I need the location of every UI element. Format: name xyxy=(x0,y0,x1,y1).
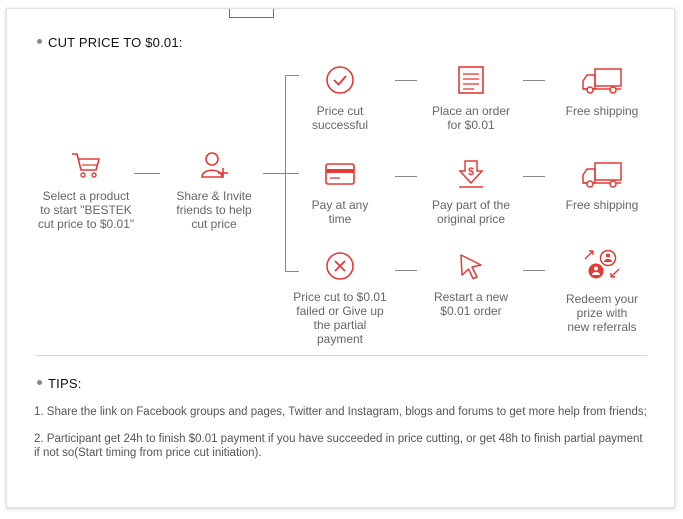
step-label: Pay part of the original price xyxy=(431,198,511,226)
referral-swap-icon xyxy=(557,245,647,286)
section-heading xyxy=(37,35,183,50)
connector-line xyxy=(134,173,160,174)
connector-line xyxy=(395,176,417,177)
document-icon xyxy=(425,65,517,98)
bullet-icon xyxy=(37,380,42,385)
check-circle-icon xyxy=(295,65,385,98)
tips-heading xyxy=(37,376,82,391)
step-select-product xyxy=(31,150,141,231)
dollar-download-icon xyxy=(425,159,517,192)
step-label: Price cut successful xyxy=(311,104,369,132)
step-pay-part xyxy=(425,159,517,226)
add-user-icon xyxy=(168,150,260,183)
step-price-cut-failed xyxy=(289,251,391,346)
cart-icon xyxy=(31,150,141,183)
step-redeem-prize xyxy=(557,245,647,334)
step-label: Free shipping xyxy=(565,104,639,118)
connector-line xyxy=(523,176,545,177)
connector-line xyxy=(395,80,417,81)
svg-text:$: $ xyxy=(467,166,475,178)
tip-item: 2. Participant get 24h to finish $0.01 payment if you have succeeded in price cutting, or get 48h to finish partial payment if not so(Start timing from price cut initiation). xyxy=(34,433,643,459)
step-share-invite xyxy=(168,150,260,231)
step-share-label: Share & Invite friends to help cut price xyxy=(176,189,252,231)
credit-card-icon xyxy=(295,159,385,192)
step-free-shipping xyxy=(557,65,647,118)
connector-line xyxy=(523,80,545,81)
truck-icon xyxy=(557,65,647,98)
step-label: Place an order for $0.01 xyxy=(431,104,511,132)
step-select-label: Select a product to start "BESTEK cut price to $0.01" xyxy=(37,189,135,231)
step-label: Pay at any time xyxy=(311,198,369,226)
cut-price-panel xyxy=(6,8,675,508)
connector-line xyxy=(263,173,285,174)
step-place-order xyxy=(425,65,517,132)
step-label: Price cut to $0.01 failed or Give up the partial payment xyxy=(293,290,387,346)
tip-item: 1. Share the link on Facebook groups and pages, Twitter and Instagram, blogs and forums to get more help from friends; xyxy=(34,406,647,418)
step-free-shipping xyxy=(557,159,647,212)
truck-icon xyxy=(557,159,647,192)
step-restart-order xyxy=(425,251,517,318)
tips-title: TIPS: xyxy=(48,376,82,391)
step-label: Redeem your prize with new referrals xyxy=(565,292,639,334)
section-divider xyxy=(35,355,647,356)
step-pay-any-time xyxy=(295,159,385,226)
section-title: CUT PRICE TO $0.01: xyxy=(48,35,183,50)
connector-line xyxy=(523,270,545,271)
step-price-cut-successful xyxy=(295,65,385,132)
step-label: Free shipping xyxy=(565,198,639,212)
top-tab-marker xyxy=(229,9,274,18)
cursor-icon xyxy=(425,251,517,284)
connector-line xyxy=(395,270,417,271)
bullet-icon xyxy=(37,39,42,44)
step-label: Restart a new $0.01 order xyxy=(433,290,509,318)
x-circle-icon xyxy=(289,251,391,284)
